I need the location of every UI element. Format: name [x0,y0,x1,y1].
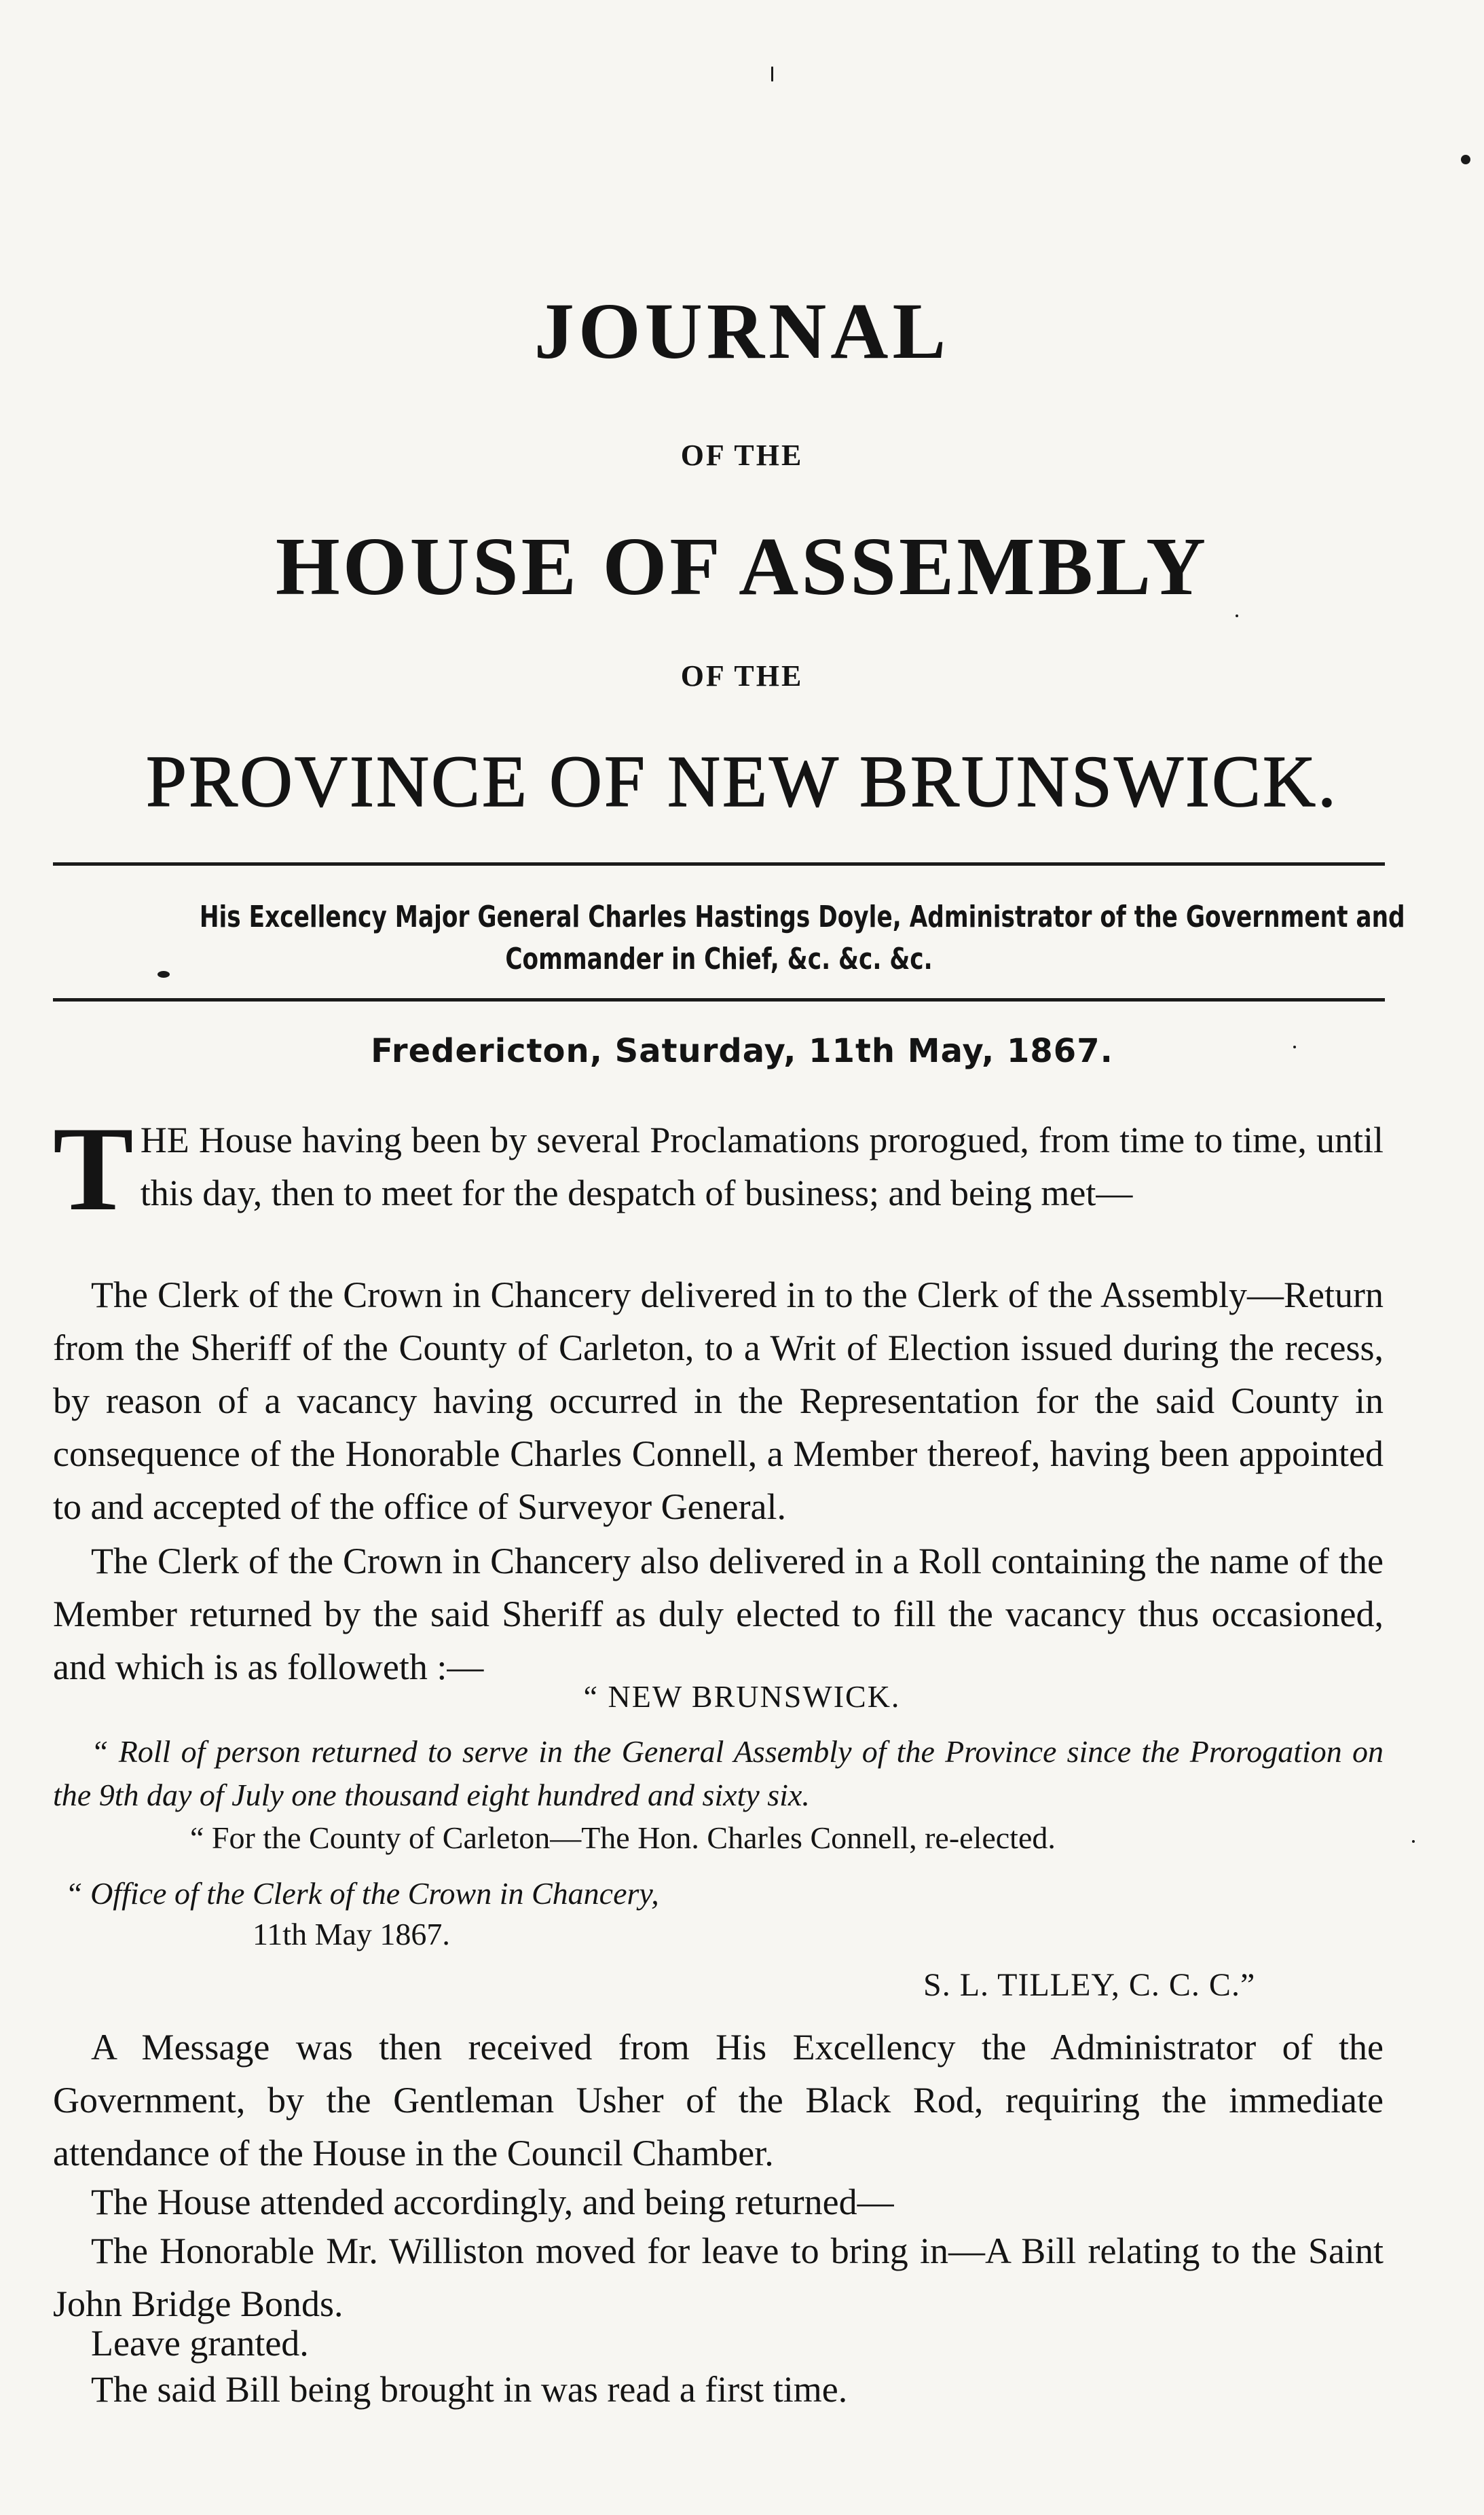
bottom-rule [53,998,1385,1002]
office-line-2: 11th May 1867. [253,1917,450,1951]
print-speck [157,971,170,978]
opening-paragraph [53,1101,1384,1236]
excellency-line-1: His Excellency Major General Charles Hastings Doyle, Administrator of the Government and [199,900,1405,934]
province-title: PROVINCE OF NEW BRUNSWICK. [145,741,1339,822]
signature: S. L. TILLEY, C. C. C.” [923,1967,1256,2003]
print-speck [1236,614,1238,617]
top-rule [53,862,1385,866]
leave-granted: Leave granted. [91,2323,309,2364]
county-line: “ For the County of Carleton—The Hon. Charles Connell, re-elected. [190,1820,1056,1855]
roll-quote: “ Roll of person returned to serve in the General Assembly of the Province since the Prorogation on the 9th day of July one thousand eight hundred and sixty six. [53,1734,1384,1812]
print-speck [771,67,773,81]
roll-paragraph: The Clerk of the Crown in Chancery also delivered in a Roll containing the name of the Member returned by the said Sheriff as duly elected to fill the vacancy thus occasioned, and which is as followeth :— [53,1541,1384,1687]
of-the-label: OF THE [680,659,804,693]
opening-text: HE House having been by several Proclamations prorogued, from time to time, until this day, then to meet for the despatch of business; and being met— [140,1120,1384,1213]
house-of-assembly-title: HOUSE OF ASSEMBLY [275,521,1209,612]
print-speck [1461,155,1470,164]
journal-title: JOURNAL [534,287,950,375]
office-line-1: “ Office of the Clerk of the Crown in Chancery, [65,1876,659,1911]
message-paragraph: A Message was then received from His Excellency the Administrator of the Government, by the Gentleman Usher of the Black Rod, requiring the immediate attendance of the House in the Council Chamber. [53,2027,1384,2173]
bill-paragraph: The Honorable Mr. Williston moved for leave to bring in—A Bill relating to the Saint John Bridge Bonds. [53,2231,1384,2324]
attended-paragraph: The House attended accordingly, and being returned— [91,2182,894,2222]
of-the-label: OF THE [680,439,804,472]
excellency-heading [199,896,1405,980]
print-speck [1412,1840,1415,1843]
return-paragraph: The Clerk of the Crown in Chancery delivered in to the Clerk of the Assembly—Return from the Sheriff of the County of Carleton, to a Writ of Election issued during the recess, by reason of a vacancy having occurred in the Representation for the said County in consequence of the Honorable Charles Connell, a Member thereof, having been appointed to and accepted of the office of Surveyor General. [53,1274,1384,1527]
dateline: Fredericton, Saturday, 11th May, 1867. [371,1032,1113,1070]
drop-cap: T [53,1101,134,1236]
first-reading: The said Bill being brought in was read a first time. [91,2369,848,2410]
excellency-line-2: Commander in Chief, &c. &c. &c. [505,942,933,976]
quote-heading: “ NEW BRUNSWICK. [583,1679,901,1714]
